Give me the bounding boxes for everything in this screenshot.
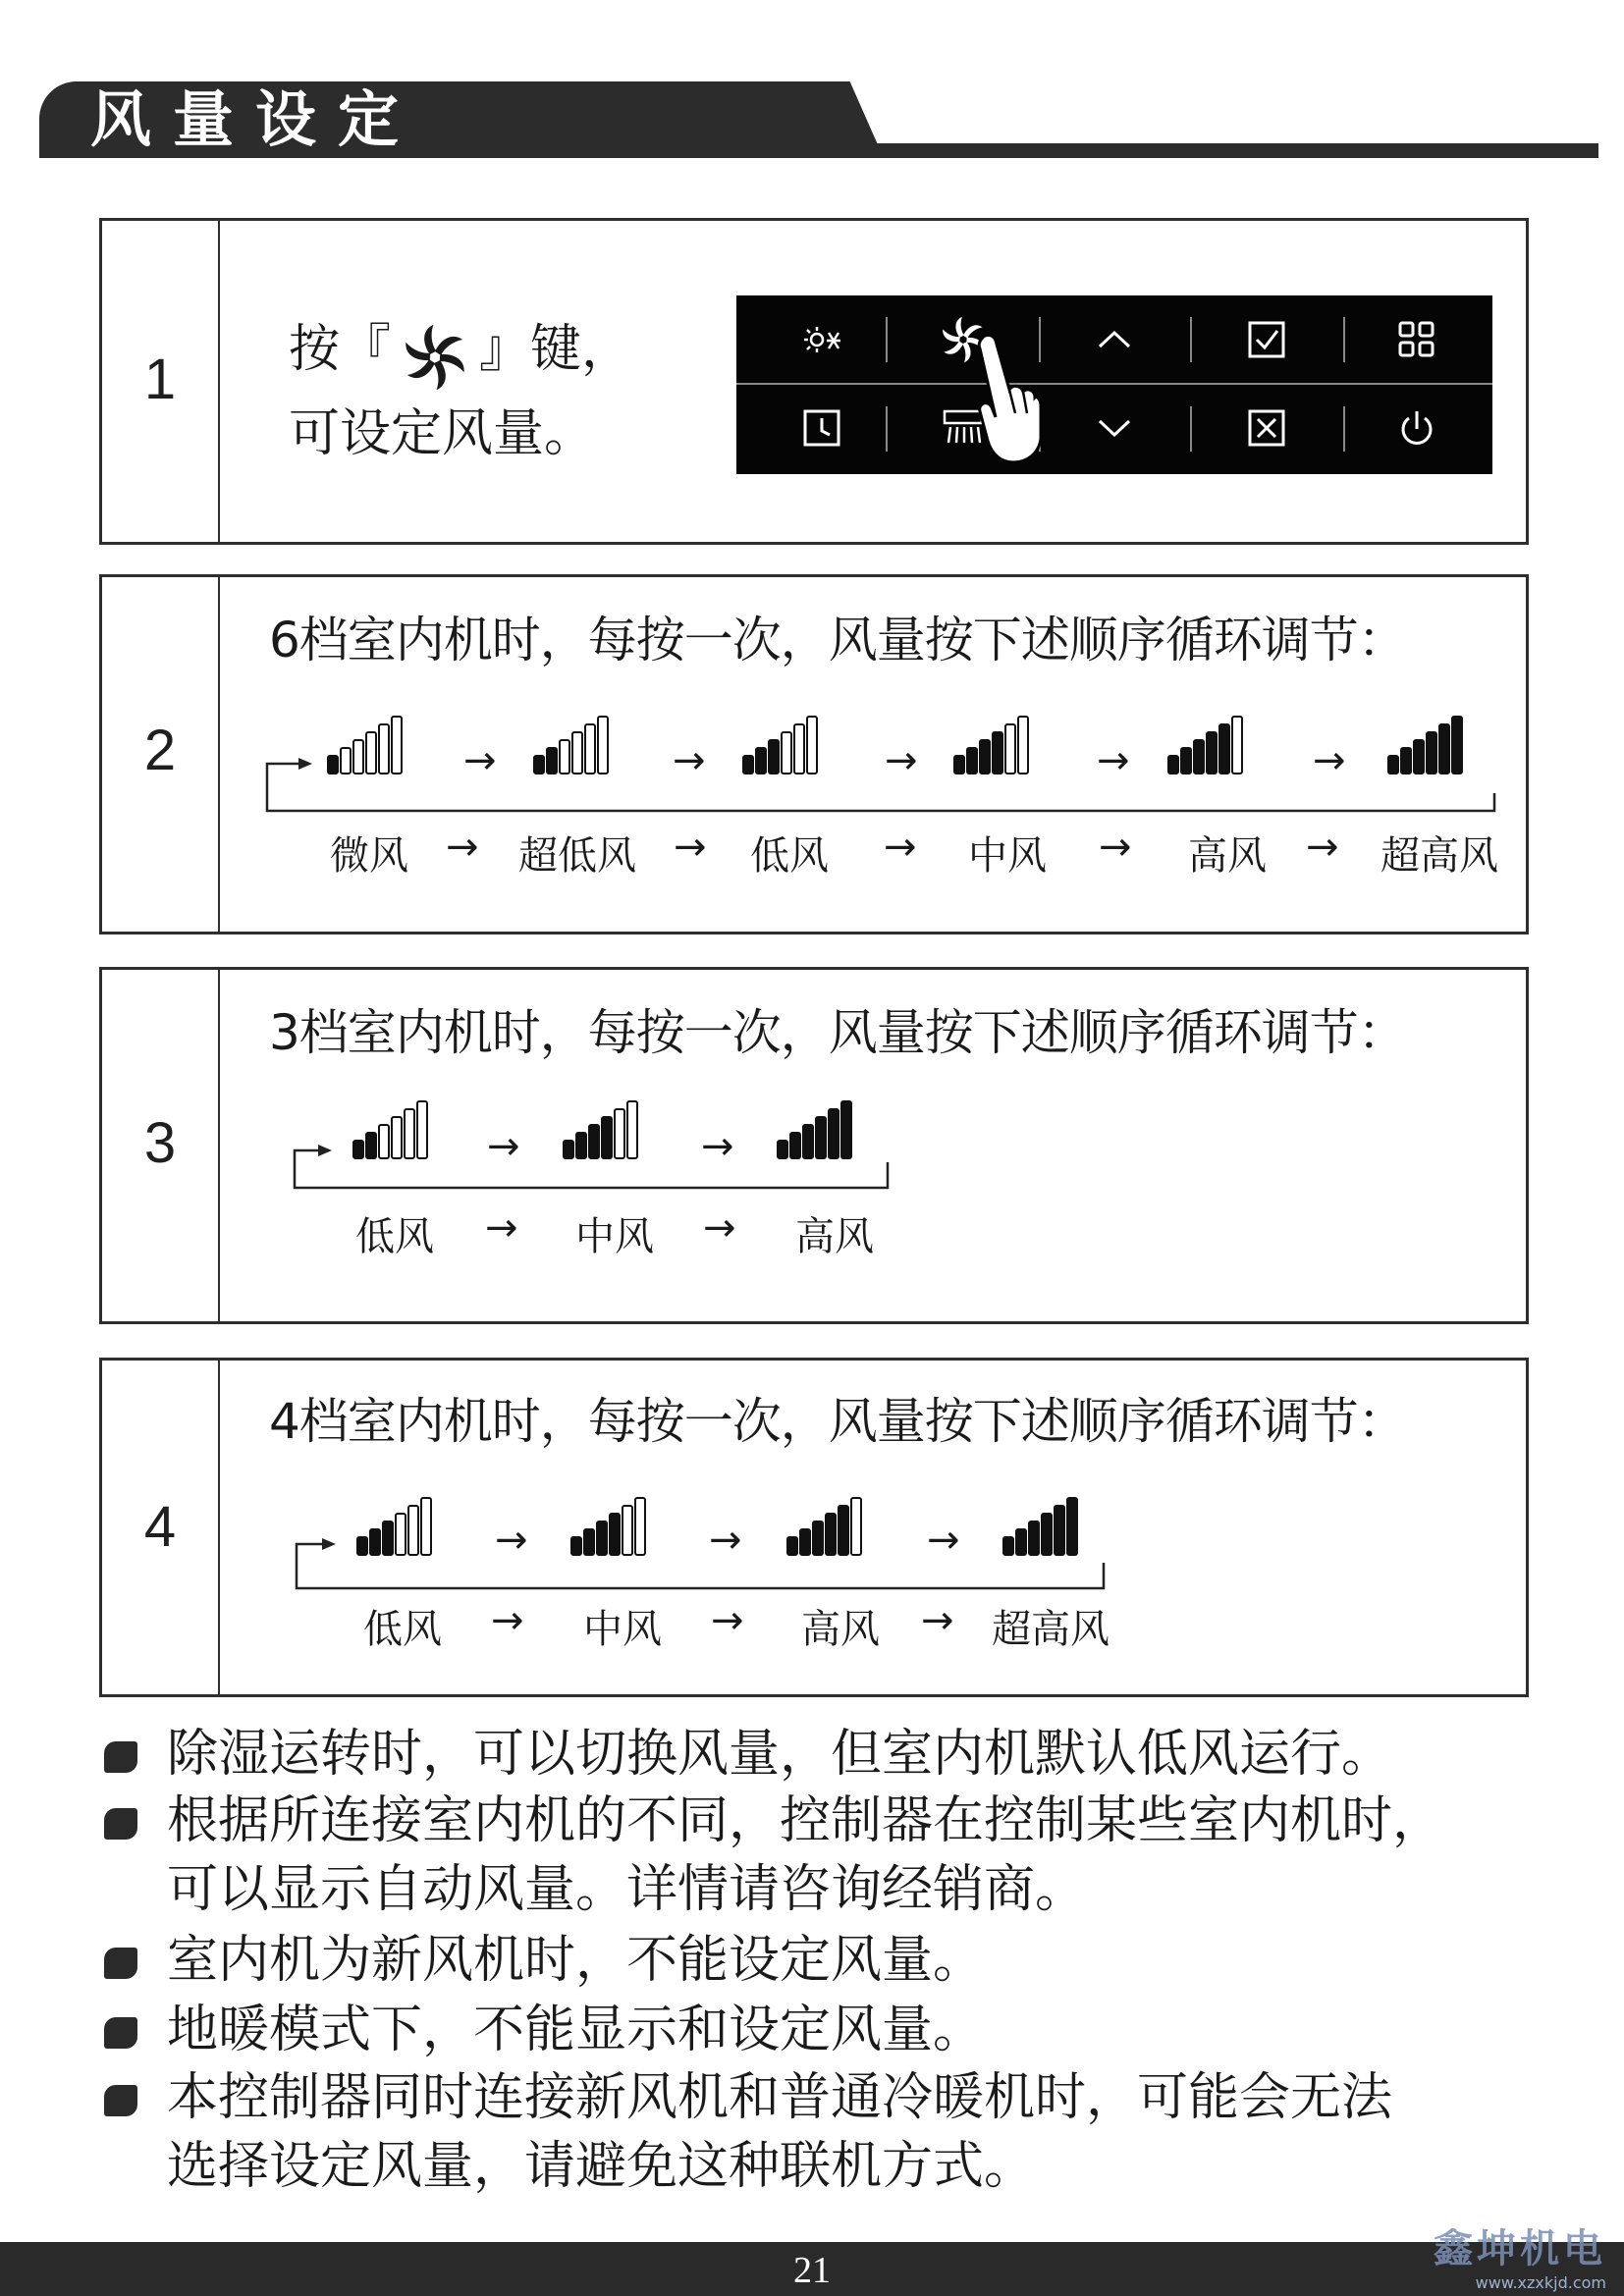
bullet-icon <box>104 1808 137 1840</box>
level-bar-filled <box>602 1117 612 1158</box>
step-number: 3 <box>143 1111 177 1175</box>
step-number: 1 <box>143 347 177 411</box>
level-bar-filled <box>816 1117 826 1158</box>
level-bar-filled <box>769 740 779 774</box>
level-bar-empty <box>392 1117 402 1158</box>
controller-panel <box>736 295 1492 474</box>
note-text: 除湿运转时，可以切换风量，但室内机默认低风运行。 <box>167 1725 1393 1784</box>
down-key-icon[interactable] <box>1090 403 1139 453</box>
level-bar-filled <box>954 756 964 774</box>
mode-key-icon[interactable] <box>797 315 846 364</box>
flow-arrow: → <box>885 738 918 783</box>
speed-label: 低风 <box>363 1607 442 1652</box>
watermark-url: www.xzxkjd.com <box>1475 2273 1606 2292</box>
level-bar-filled <box>1219 724 1229 774</box>
level-bar-filled <box>1194 740 1204 774</box>
step-4-instruction: 4档室内机时，每按一次，风量按下述顺序循环调节： <box>269 1393 1406 1450</box>
label-arrow: → <box>711 1598 744 1643</box>
level-bar-empty <box>623 1506 632 1555</box>
note-text: 地暖模式下，不能显示和设定风量。 <box>167 2001 985 2059</box>
step-number: 2 <box>143 719 177 782</box>
speed-label: 低风 <box>750 833 829 879</box>
cycle-return-line <box>267 764 1494 811</box>
level-bar-empty <box>408 1506 418 1555</box>
level-bar-filled <box>980 740 990 774</box>
step-1-box <box>99 218 1529 545</box>
fan-level-indicator <box>743 717 817 774</box>
speed-label: 超低风 <box>518 833 636 879</box>
level-bar-filled <box>571 1537 581 1555</box>
level-bar-empty <box>807 717 817 774</box>
speed-label: 超高风 <box>992 1607 1110 1652</box>
speed-label: 低风 <box>355 1214 434 1259</box>
flow-arrow: → <box>927 1518 960 1563</box>
level-bar-filled <box>1003 1537 1013 1555</box>
level-bar-filled <box>790 1133 800 1158</box>
level-bar-filled <box>1067 1498 1077 1555</box>
level-bar-empty <box>627 1101 637 1158</box>
page-number: 21 <box>793 2250 831 2291</box>
flow-arrow: → <box>673 738 706 783</box>
level-bar-empty <box>379 724 389 774</box>
level-bar-empty <box>421 1498 431 1555</box>
level-bar-filled <box>1181 748 1191 774</box>
key-separator <box>1190 406 1192 452</box>
level-bar-filled <box>353 1141 363 1158</box>
level-bar-filled <box>813 1522 823 1555</box>
step-1-text-end: 』键， <box>479 320 633 379</box>
level-bar-empty <box>341 748 351 774</box>
step-4-box <box>99 1358 1529 1697</box>
level-bar-filled <box>564 1141 573 1158</box>
level-bar-filled <box>584 1529 594 1555</box>
label-arrow: → <box>446 825 479 870</box>
label-arrow: → <box>1099 825 1132 870</box>
note-text: 室内机为新风机时，不能设定风量。 <box>167 1931 985 1990</box>
label-arrow: → <box>674 825 707 870</box>
panel-divider <box>736 383 1492 385</box>
timer-key-icon[interactable] <box>797 403 846 453</box>
label-arrow: → <box>884 825 917 870</box>
level-bar-filled <box>826 1514 836 1555</box>
level-bar-filled <box>1439 724 1449 774</box>
fan-level-indicator <box>564 1101 637 1158</box>
bullet-icon <box>104 1948 137 1979</box>
label-arrow: → <box>921 1598 954 1643</box>
speed-label: 高风 <box>801 1607 880 1652</box>
key-separator <box>1190 317 1192 362</box>
speed-label: 高风 <box>1188 833 1267 879</box>
cycle-arrowhead <box>298 758 312 770</box>
level-bar-filled <box>1016 1529 1026 1555</box>
label-arrow: → <box>703 1205 736 1251</box>
speed-label: 超高风 <box>1380 833 1498 879</box>
note-text-continued: 选择设定风量，请避免这种联机方式。 <box>167 2137 1036 2196</box>
label-arrow: → <box>1306 825 1339 870</box>
level-bar-empty <box>635 1498 645 1555</box>
confirm-key-icon[interactable] <box>1242 315 1291 364</box>
level-bar-empty <box>851 1498 861 1555</box>
fan-level-indicator <box>534 717 608 774</box>
flow-arrow: → <box>701 1124 734 1169</box>
step-3-instruction: 3档室内机时，每按一次，风量按下述顺序循环调节： <box>269 1004 1406 1061</box>
step-1-text-line2: 可设定风量。 <box>289 404 596 463</box>
label-arrow: → <box>491 1598 524 1643</box>
cycle-arrowhead <box>322 1538 336 1550</box>
page-title: 风量设定 <box>90 83 421 155</box>
level-bar-empty <box>560 740 569 774</box>
flow-arrow: → <box>487 1124 520 1169</box>
level-bar-empty <box>392 717 402 774</box>
level-bar-filled <box>534 756 544 774</box>
level-bar-empty <box>572 732 582 774</box>
indicator-group <box>353 1101 851 1158</box>
level-bar-filled <box>610 1514 620 1555</box>
key-separator <box>886 406 888 452</box>
level-bar-empty <box>1005 724 1015 774</box>
fan-level-indicator <box>353 1101 427 1158</box>
cycle-arrowhead <box>318 1145 332 1156</box>
level-bar-filled <box>787 1537 797 1555</box>
level-bar-filled <box>1042 1514 1052 1555</box>
level-bar-filled <box>1388 756 1398 774</box>
speed-label: 中风 <box>575 1214 654 1259</box>
fan-level-indicator <box>787 1498 861 1555</box>
level-bar-empty <box>396 1514 406 1555</box>
up-key-icon[interactable] <box>1090 315 1139 364</box>
step-3-box <box>99 967 1529 1324</box>
label-arrow: → <box>485 1205 518 1251</box>
level-bar-filled <box>576 1133 586 1158</box>
flow-arrow: → <box>1313 738 1346 783</box>
fan-level-indicator <box>328 717 402 774</box>
level-bar-filled <box>1207 732 1217 774</box>
fan-level-indicator <box>1003 1498 1077 1555</box>
level-bar-filled <box>366 1133 376 1158</box>
step-number: 4 <box>143 1495 177 1559</box>
level-bar-filled <box>778 1141 787 1158</box>
speed-label: 微风 <box>330 833 408 879</box>
level-bar-empty <box>405 1109 414 1158</box>
level-bar-filled <box>841 1101 851 1158</box>
level-bar-filled <box>800 1529 810 1555</box>
level-bar-empty <box>353 740 363 774</box>
bullet-icon <box>104 2085 137 2116</box>
fan-key-icon <box>391 323 479 382</box>
level-bar-filled <box>357 1537 367 1555</box>
flow-arrow: → <box>1097 738 1130 783</box>
level-bar-filled <box>589 1125 599 1158</box>
level-bar-empty <box>1232 717 1242 774</box>
fan-level-indicator <box>1168 717 1242 774</box>
flow-arrow: → <box>463 738 497 783</box>
fan-level-indicator <box>954 717 1028 774</box>
fan-level-indicator <box>1388 717 1462 774</box>
level-bar-empty <box>794 724 804 774</box>
flow-arrow: → <box>495 1518 528 1563</box>
pointing-hand-icon <box>974 331 1043 468</box>
level-bar-filled <box>597 1522 607 1555</box>
level-bar-filled <box>1401 748 1411 774</box>
level-bar-filled <box>993 732 1002 774</box>
note-text: 本控制器同时连接新风机和普通冷暖机时，可能会无法 <box>167 2068 1393 2127</box>
level-bar-filled <box>1168 756 1178 774</box>
speed-label: 高风 <box>795 1214 874 1259</box>
step-1-instruction <box>289 307 632 476</box>
level-bar-empty <box>379 1125 389 1158</box>
level-bar-empty <box>1018 717 1028 774</box>
level-bar-empty <box>615 1109 624 1158</box>
level-bar-filled <box>1414 740 1424 774</box>
power-key-icon[interactable] <box>1392 403 1441 453</box>
level-bar-empty <box>366 732 376 774</box>
key-separator <box>1343 317 1345 362</box>
menu-grid-key-icon[interactable] <box>1392 315 1441 364</box>
level-bar-filled <box>967 748 977 774</box>
cancel-key-icon[interactable] <box>1242 403 1291 453</box>
step-divider <box>218 221 220 542</box>
watermark-logo-text: 鑫坤机电 <box>1434 2226 1606 2271</box>
step-2-box <box>99 574 1529 934</box>
level-bar-filled <box>839 1506 848 1555</box>
watermark <box>1434 2217 1606 2292</box>
bullet-icon <box>104 1741 137 1773</box>
step-2-instruction: 6档室内机时，每按一次，风量按下述顺序循环调节： <box>269 612 1406 668</box>
level-bar-filled <box>1427 732 1436 774</box>
level-bar-filled <box>370 1529 380 1555</box>
bullet-icon <box>104 2017 137 2049</box>
level-bar-empty <box>417 1101 427 1158</box>
fan-level-indicator <box>778 1101 851 1158</box>
key-separator <box>1343 406 1345 452</box>
key-separator <box>886 317 888 362</box>
note-text-continued: 可以显示自动风量。详情请咨询经销商。 <box>167 1860 1087 1919</box>
level-bar-empty <box>782 732 791 774</box>
level-bar-filled <box>1452 717 1462 774</box>
level-bar-empty <box>585 724 595 774</box>
fan-level-indicator <box>571 1498 645 1555</box>
speed-label: 中风 <box>583 1607 662 1652</box>
level-bar-filled <box>803 1125 813 1158</box>
level-bar-filled <box>756 748 766 774</box>
fan-level-indicator <box>357 1498 431 1555</box>
level-bar-filled <box>547 748 557 774</box>
flow-arrow: → <box>709 1518 742 1563</box>
step-1-text-start: 按『 <box>289 320 392 379</box>
level-bar-filled <box>1029 1522 1039 1555</box>
note-text: 根据所连接室内机的不同，控制器在控制某些室内机时， <box>167 1791 1444 1850</box>
step-3-cycle-diagram <box>102 970 1526 1323</box>
level-bar-filled <box>829 1109 839 1158</box>
level-bar-filled <box>383 1522 393 1555</box>
level-bar-filled <box>1055 1506 1064 1555</box>
speed-label: 中风 <box>968 833 1047 879</box>
level-bar-empty <box>598 717 608 774</box>
level-bar-filled <box>328 756 338 774</box>
header-rule <box>864 143 1598 158</box>
level-bar-filled <box>743 756 753 774</box>
